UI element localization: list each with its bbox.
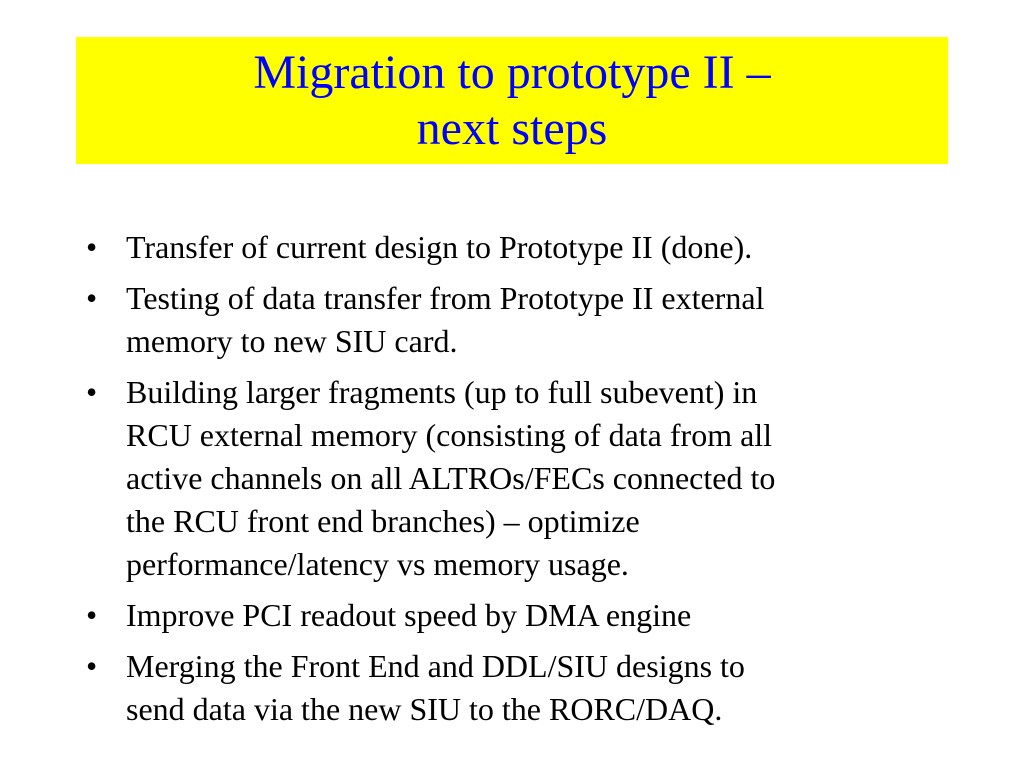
slide-title-line-1: Migration to prototype II – — [253, 45, 771, 99]
bullet-text: Improve PCI readout speed by DMA engine — [126, 597, 692, 633]
bullet-item-4 — [86, 594, 956, 637]
bullet-text: the RCU front end branches) – optimize — [126, 503, 640, 539]
bullet-text: performance/latency vs memory usage. — [126, 546, 629, 582]
bullet-text: send data via the new SIU to the RORC/DAQ. — [126, 691, 723, 727]
bullet-item-2 — [86, 277, 956, 363]
bullet-text: Building larger fragments (up to full subevent) in — [126, 374, 758, 410]
bullet-icon: • — [86, 280, 98, 316]
bullet-icon: • — [86, 648, 98, 684]
bullet-icon: • — [86, 597, 98, 633]
bullet-text: Merging the Front End and DDL/SIU designs to — [126, 648, 745, 684]
title-banner — [76, 37, 948, 164]
bullet-text: active channels on all ALTROs/FECs connected to — [126, 460, 776, 496]
bullet-icon: • — [86, 229, 98, 265]
bullet-text: RCU external memory (consisting of data from all — [126, 417, 773, 453]
bullet-item-1 — [86, 226, 956, 269]
slide-title-line-2: next steps — [416, 101, 608, 155]
bullet-item-3 — [86, 371, 956, 586]
bullet-item-5 — [86, 645, 956, 731]
bullet-icon: • — [86, 374, 98, 410]
bullet-text: memory to new SIU card. — [126, 323, 458, 359]
bullet-text: Transfer of current design to Prototype II (done). — [126, 229, 753, 265]
bullet-list — [86, 226, 956, 739]
bullet-text: Testing of data transfer from Prototype II external — [126, 280, 765, 316]
